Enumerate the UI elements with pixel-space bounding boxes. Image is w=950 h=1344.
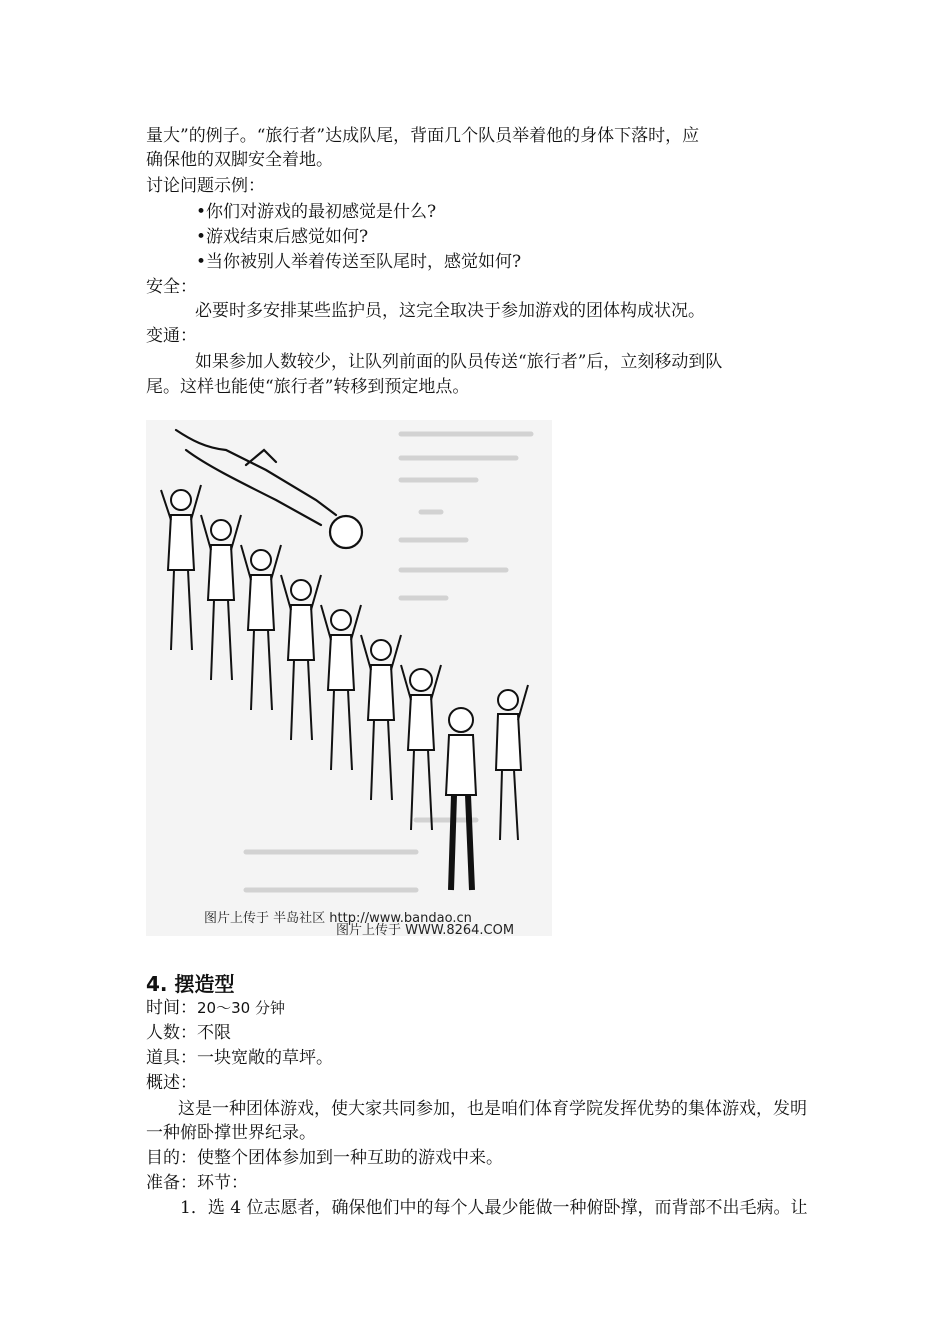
variation-text: 尾。这样也能使“旅行者”转移到预定地点。 bbox=[146, 377, 470, 397]
purpose-row bbox=[146, 1146, 503, 1170]
people-label: 人数： bbox=[146, 1023, 197, 1043]
variation-text: 如果参加人数较少，让队列前面的队员传送“旅行者”后，立刻移动到队 bbox=[195, 352, 723, 372]
bullet-item: •你们对游戏的最初感觉是什么? bbox=[196, 202, 437, 222]
people-row bbox=[146, 1021, 231, 1045]
paragraph-line: 确保他的双脚安全着地。 bbox=[146, 150, 333, 170]
overview-text: 一种俯卧撑世界纪录。 bbox=[146, 1123, 316, 1143]
time-row bbox=[146, 996, 285, 1020]
discussion-label: 讨论问题示例： bbox=[146, 176, 265, 196]
props-row bbox=[146, 1046, 333, 1070]
prep-value: 环节： bbox=[197, 1173, 248, 1193]
watermark-text: 图片上传于 WWW.8264.COM bbox=[336, 923, 515, 936]
paragraph-line: 量大”的例子。“旅行者”达成队尾，背面几个队员举着他的身体下落时，应 bbox=[146, 126, 700, 146]
overview-label: 概述： bbox=[146, 1073, 197, 1093]
prep-label: 准备： bbox=[146, 1173, 197, 1193]
overview-text: 这是一种团体游戏，使大家共同参加，也是咱们体育学院发挥优势的集体游戏，发明 bbox=[178, 1099, 807, 1119]
time-value: 20～30 分钟 bbox=[197, 999, 285, 1017]
safety-text: 必要时多安排某些监护员，这完全取决于参加游戏的团体构成状况。 bbox=[195, 301, 705, 321]
variation-label: 变通： bbox=[146, 326, 197, 346]
props-value: 一块宽敞的草坪。 bbox=[197, 1048, 333, 1068]
bullet-item: •当你被别人举着传送至队尾时，感觉如何? bbox=[196, 252, 522, 272]
watermark-text: 图片上传于 半岛社区 http://www.bandao.cn bbox=[204, 911, 472, 926]
time-label: 时间： bbox=[146, 998, 197, 1018]
people-value: 不限 bbox=[197, 1023, 231, 1043]
bullet-item: •游戏结束后感觉如何? bbox=[196, 227, 369, 247]
step-item: 1．选 4 位志愿者，确保他们中的每个人最少能做一种俯卧撑，而背部不出毛病。让 bbox=[180, 1198, 808, 1218]
purpose-value: 使整个团体参加到一种互助的游戏中来。 bbox=[197, 1148, 503, 1168]
prep-row bbox=[146, 1171, 248, 1195]
purpose-label: 目的： bbox=[146, 1148, 197, 1168]
section-heading: 4. 摆造型 bbox=[146, 972, 235, 996]
props-label: 道具： bbox=[146, 1048, 197, 1068]
crowd-illustration bbox=[146, 420, 552, 936]
safety-label: 安全： bbox=[146, 277, 197, 297]
